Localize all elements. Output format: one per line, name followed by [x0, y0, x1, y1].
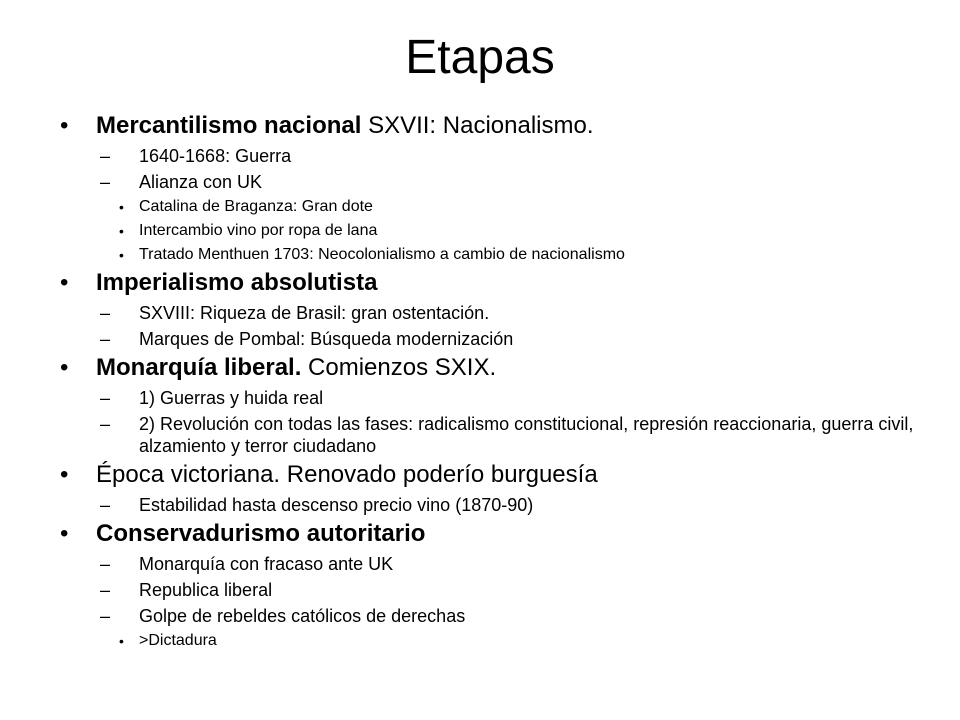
sub-list-item-text: >Dictadura: [139, 632, 217, 649]
list-item-text: 1640-1668: Guerra: [139, 146, 292, 166]
section-monarquia-liberal: [60, 353, 920, 383]
list-item-text: Marques de Pombal: Búsqueda modernización: [139, 329, 514, 349]
list-item-text: Golpe de rebeldes católicos de derechas: [139, 606, 466, 626]
section-imperialismo: [60, 268, 920, 298]
section-heading: [96, 269, 377, 296]
list-item: [100, 605, 920, 627]
list-item: [100, 553, 920, 575]
section-epoca-victoriana: [60, 460, 920, 490]
sub-list-item-text: Catalina de Braganza: Gran dote: [139, 198, 373, 215]
list-item-text: SXVIII: Riqueza de Brasil: gran ostentación.: [139, 303, 490, 323]
section-conservadurismo: [60, 519, 920, 549]
list-item: [100, 579, 920, 601]
sub-list-item-text: Intercambio vino por ropa de lana: [139, 222, 378, 239]
sub-list-item: [116, 631, 920, 651]
list-item: [100, 494, 920, 516]
list-item: [100, 413, 920, 457]
list-item-text: 2) Revolución con todas las fases: radicalismo constitucional, represión reaccionaria, guerra civil, alzamiento y terror ciudadano: [139, 414, 914, 456]
list-item-text: Estabilidad hasta descenso precio vino (1870-90): [139, 495, 534, 515]
section-heading-bold: Imperialismo absolutista: [96, 269, 378, 296]
section-heading: [96, 520, 425, 547]
outline-list: [60, 111, 920, 651]
list-item: [100, 171, 920, 193]
list-item: [100, 145, 920, 167]
list-item: [100, 387, 920, 409]
section-heading-rest: Época victoriana. Renovado poderío burguesía: [96, 461, 598, 488]
sub-list-item: [116, 221, 920, 241]
section-heading: [96, 461, 598, 488]
slide-content: [60, 108, 920, 651]
sub-list-item: [116, 197, 920, 217]
section-heading: [96, 112, 594, 139]
section-heading-bold: Mercantilismo nacional: [96, 112, 362, 139]
section-heading-rest: Comienzos SXIX.: [301, 354, 497, 381]
list-item: [100, 302, 920, 324]
section-heading: [96, 354, 496, 381]
section-heading-bold: Conservadurismo autoritario: [96, 520, 426, 547]
sub-list-item: [116, 245, 920, 265]
list-item-text: 1) Guerras y huida real: [139, 388, 324, 408]
section-heading-rest: SXVII: Nacionalismo.: [361, 112, 594, 139]
list-item-text: Monarquía con fracaso ante UK: [139, 554, 394, 574]
slide-title: Etapas: [405, 31, 555, 84]
list-item: [100, 328, 920, 350]
list-item-text: Alianza con UK: [139, 172, 263, 192]
list-item-text: Republica liberal: [139, 580, 273, 600]
section-mercantilismo: [60, 111, 920, 141]
section-heading-bold: Monarquía liberal.: [96, 354, 302, 381]
sub-list-item-text: Tratado Menthuen 1703: Neocolonialismo a cambio de nacionalismo: [139, 246, 625, 263]
